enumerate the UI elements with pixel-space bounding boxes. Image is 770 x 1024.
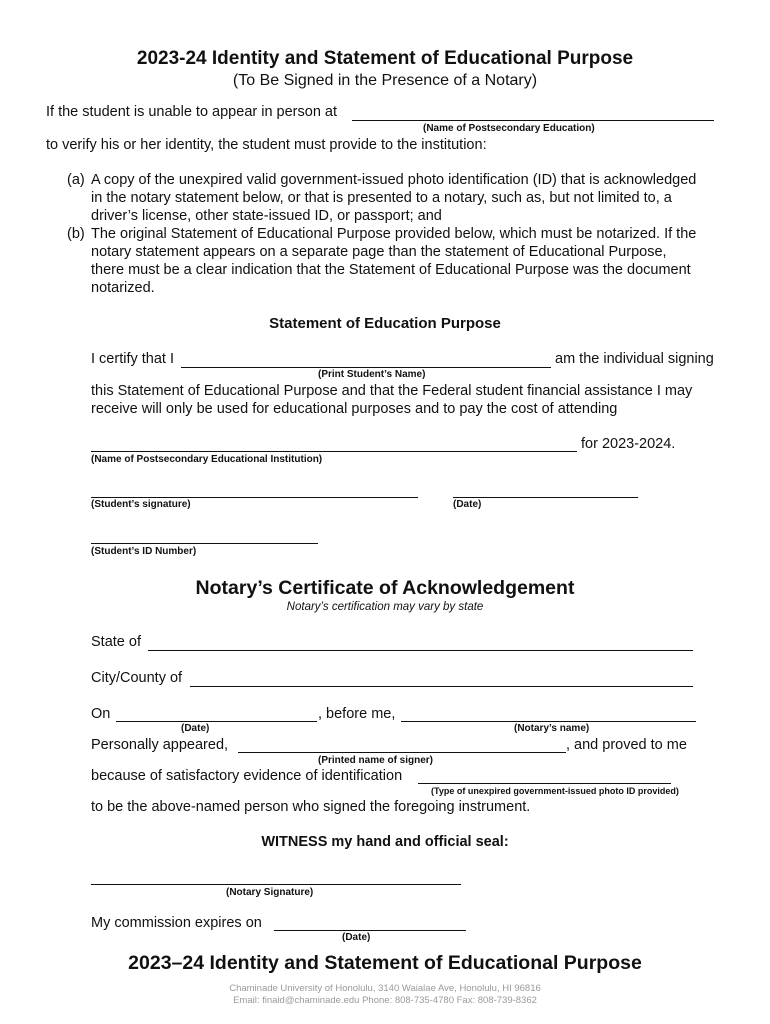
certify-prefix: I certify that I xyxy=(91,351,174,367)
footer-address: Chaminade University of Honolulu, 3140 Waialae Ave, Honolulu, HI 96816 xyxy=(229,983,541,994)
notary-date-field[interactable] xyxy=(116,721,317,722)
requirement-b-line: notarized. xyxy=(91,280,155,296)
notary-heading: Notary’s Certificate of Acknowledgement xyxy=(195,577,575,599)
state-field[interactable] xyxy=(148,650,693,651)
for-year-text: for 2023-2024. xyxy=(581,436,676,452)
statement-paragraph-line-1: this Statement of Educational Purpose and that the Federal student financial assistance I may xyxy=(91,383,693,399)
caption-printed-signer: (Printed name of signer) xyxy=(318,755,434,766)
notary-signature-field[interactable] xyxy=(91,884,461,885)
requirement-b-line: notary statement appears on a separate page than the statement of Educational Purpose, xyxy=(91,244,667,260)
student-id-field[interactable] xyxy=(91,543,318,544)
personally-appeared-label: Personally appeared, xyxy=(91,737,229,753)
requirement-b-line: there must be a clear indication that the Statement of Educational Purpose was the document xyxy=(91,262,691,278)
commission-expires-label: My commission expires on xyxy=(91,915,262,931)
page-subtitle: (To Be Signed in the Presence of a Notary) xyxy=(232,72,538,89)
caption-id-type: (Type of unexpired government-issued photo ID provided) xyxy=(431,786,679,796)
requirement-a-line: driver’s license, other state-issued ID, or passport; and xyxy=(91,208,442,224)
proved-to-me-text: , and proved to me xyxy=(566,737,687,753)
postsecondary-name-field[interactable] xyxy=(352,120,714,121)
caption-student-id: (Student’s ID Number) xyxy=(91,546,197,557)
student-name-field[interactable] xyxy=(181,367,551,368)
requirement-a-marker: (a) xyxy=(67,172,85,188)
caption-institution-name: (Name of Postsecondary Educational Institution) xyxy=(91,454,323,465)
before-me-text: , before me, xyxy=(318,706,396,722)
above-named-text: to be the above-named person who signed the foregoing instrument. xyxy=(91,799,531,815)
requirement-b xyxy=(67,225,731,297)
evidence-label: because of satisfactory evidence of identification xyxy=(91,768,403,784)
student-signature-field[interactable] xyxy=(91,497,418,498)
requirement-b-marker: (b) xyxy=(67,226,85,242)
city-county-field[interactable] xyxy=(190,686,693,687)
requirement-a-line: in the notary statement below, or that is presented to a notary, such as, but not limited to, a xyxy=(91,190,672,206)
caption-notary-date: (Date) xyxy=(181,723,210,734)
institution-name-field[interactable] xyxy=(91,451,577,452)
page-title: 2023-24 Identity and Statement of Educational Purpose xyxy=(136,48,634,69)
caption-student-signature: (Student’s signature) xyxy=(91,499,191,510)
statement-heading: Statement of Education Purpose xyxy=(269,315,501,332)
certify-suffix: am the individual signing xyxy=(555,351,714,367)
footer-contact: Email: finaid@chaminade.edu Phone: 808-735-4780 Fax: 808-739-8362 xyxy=(233,995,537,1006)
state-label: State of xyxy=(91,634,141,650)
requirement-a-line: A copy of the unexpired valid government-issued photo identification (ID) that is acknowledged xyxy=(91,172,697,188)
caption-postsecondary-name: (Name of Postsecondary Education) xyxy=(423,123,595,134)
footer-title: 2023–24 Identity and Statement of Educational Purpose xyxy=(128,952,642,974)
statement-paragraph-line-2: receive will only be used for educational purposes and to pay the cost of attending xyxy=(91,401,618,417)
intro-line-2: to verify his or her identity, the student must provide to the institution: xyxy=(46,137,487,153)
notary-name-field[interactable] xyxy=(401,721,696,722)
city-county-label: City/County of xyxy=(91,670,183,686)
caption-student-name: (Print Student’s Name) xyxy=(318,369,426,380)
caption-student-date: (Date) xyxy=(453,499,482,510)
id-type-field[interactable] xyxy=(418,783,671,784)
student-date-field[interactable] xyxy=(453,497,638,498)
caption-notary-name: (Notary’s name) xyxy=(514,723,590,734)
on-label: On xyxy=(91,706,111,722)
caption-notary-signature: (Notary Signature) xyxy=(226,887,314,898)
intro-line-1: If the student is unable to appear in person at xyxy=(46,104,338,120)
commission-date-field[interactable] xyxy=(274,930,466,931)
witness-heading: WITNESS my hand and official seal: xyxy=(261,834,509,850)
signer-name-field[interactable] xyxy=(238,752,566,753)
caption-commission-date: (Date) xyxy=(342,932,371,943)
requirement-b-line: The original Statement of Educational Purpose provided below, which must be notarized. If the xyxy=(91,226,697,242)
notary-note: Notary’s certification may vary by state xyxy=(286,601,484,613)
